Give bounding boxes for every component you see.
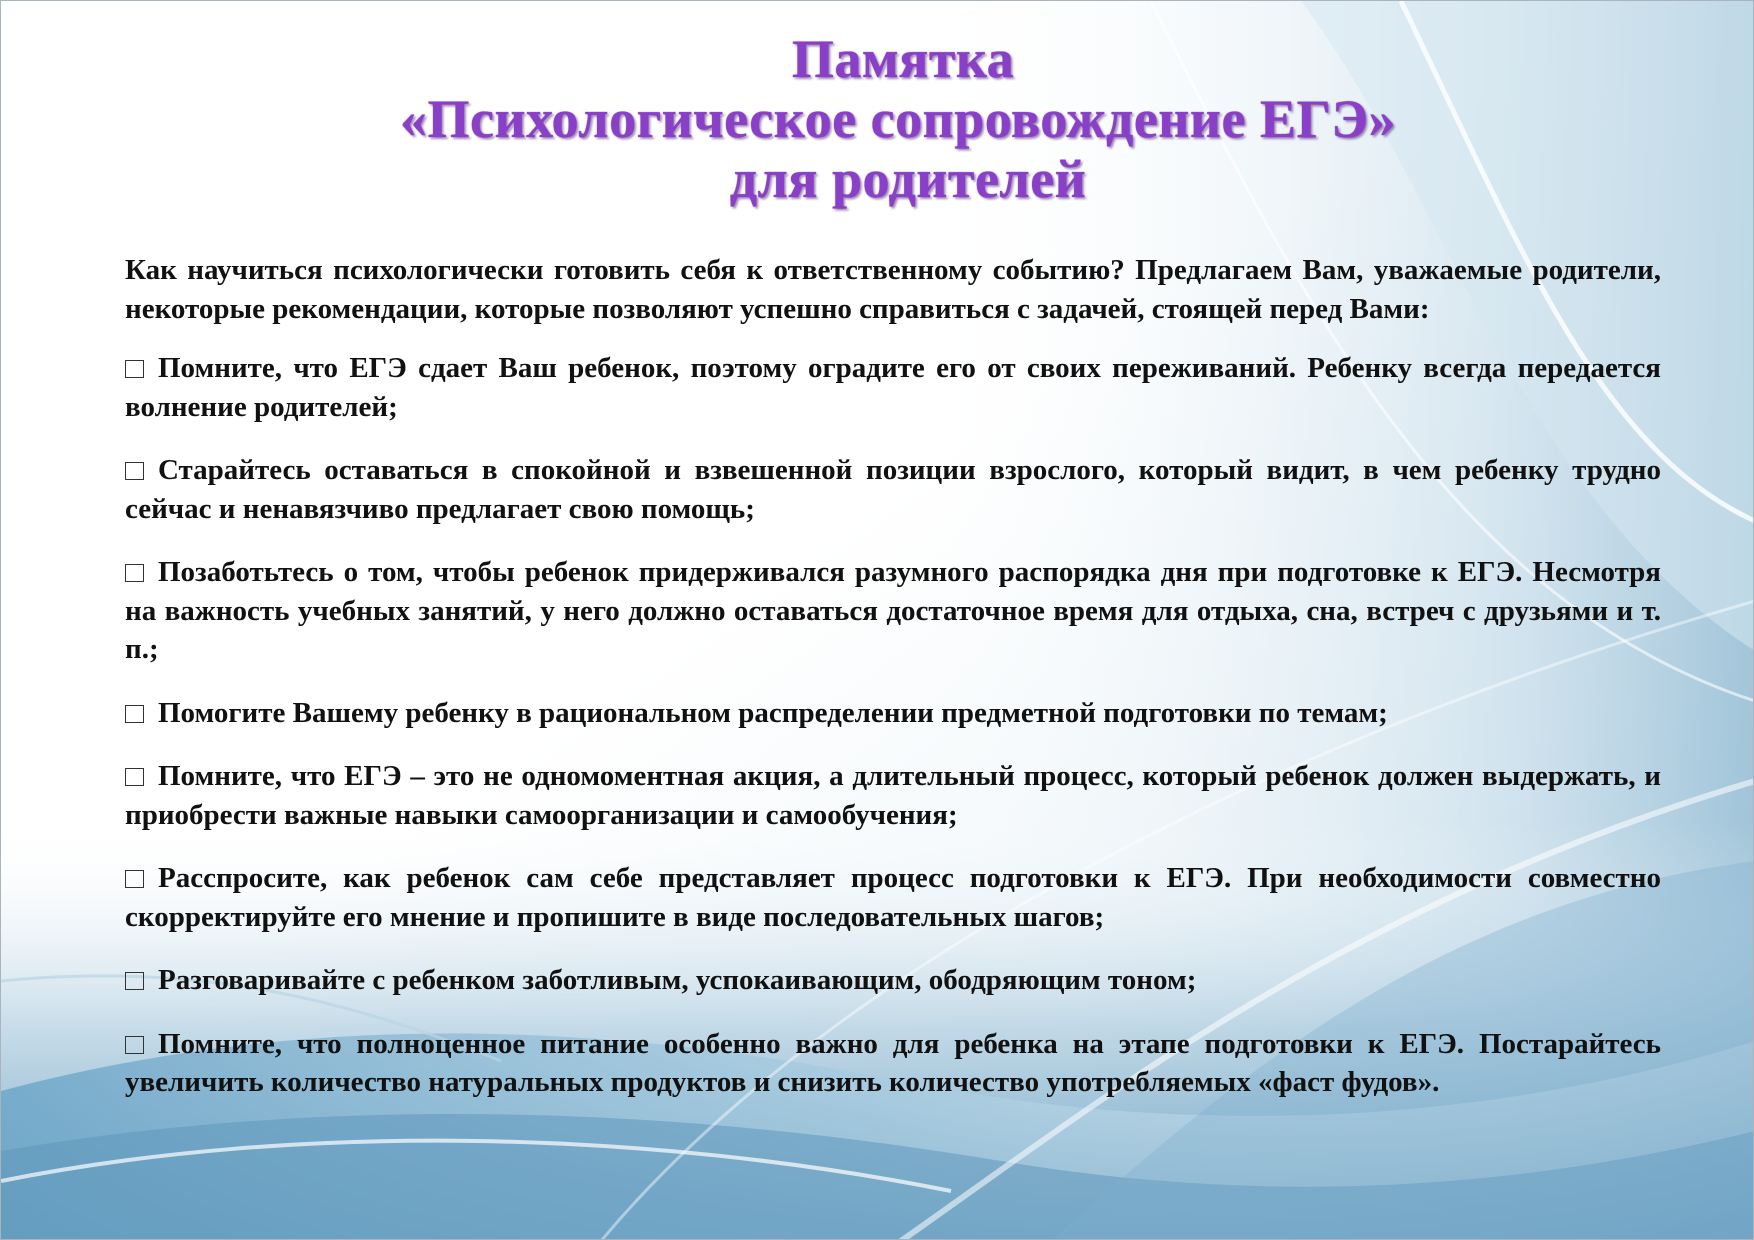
recommendation-text: Старайтесь оставаться в спокойной и взвешенной позиции взрослого, который видит, в чем ребенку трудно сейчас и ненавязчиво предлагает свою помощь; — [125, 454, 1661, 525]
title-line-1: Памятка — [791, 29, 1015, 89]
recommendation-text: Помните, что ЕГЭ – это не одномоментная акция, а длительный процесс, который ребенок должен выдержать, и приобрести важные навыки самоорганизации и самообучения; — [125, 760, 1661, 831]
recommendation-text: Расспросите, как ребенок сам себе представляет процесс подготовки к ЕГЭ. При необходимости совместно скорректируйте его мнение и пропишите в виде последовательных шагов; — [125, 862, 1661, 933]
empty-square-bullet-icon — [125, 768, 144, 786]
empty-square-bullet-icon — [125, 870, 144, 888]
empty-square-bullet-icon — [125, 705, 144, 723]
memo-title — [1, 29, 1754, 209]
recommendation-item — [125, 349, 1661, 426]
recommendation-item — [125, 451, 1661, 528]
recommendation-text: Позаботьтесь о том, чтобы ребенок придерживался разумного распорядка дня при подготовке к ЕГЭ. Несмотря на важность учебных занятий, у него должно оставаться достаточное время для отдыха, сна, встреч с друзьями и т. п.; — [125, 556, 1661, 665]
recommendation-text: Помните, что полноценное питание особенно важно для ребенка на этапе подготовки к ЕГЭ. Постарайтесь увеличить количество натуральных продуктов и снизить количество употребляемых «фаст фудов». — [125, 1027, 1661, 1098]
recommendation-item — [125, 757, 1661, 834]
title-line-2: «Психологическое сопровождение ЕГЭ» — [399, 89, 1396, 149]
title-line-3: для родителей — [729, 149, 1087, 209]
recommendation-text: Помогите Вашему ребенку в рациональном распределении предметной подготовки по темам; — [158, 696, 1388, 729]
recommendation-text: Разговаривайте с ребенком заботливым, успокаивающим, ободряющим тоном; — [158, 964, 1197, 996]
empty-square-bullet-icon — [125, 462, 144, 480]
recommendation-item — [125, 859, 1661, 936]
recommendation-item — [125, 694, 1661, 733]
memo-body — [125, 251, 1661, 1127]
empty-square-bullet-icon — [125, 1036, 144, 1054]
empty-square-bullet-icon — [125, 972, 144, 990]
recommendation-item — [125, 553, 1661, 669]
empty-square-bullet-icon — [125, 360, 144, 378]
recommendation-text: Помните, что ЕГЭ сдает Ваш ребенок, поэтому оградите его от своих переживаний. Ребенку всегда передается волнение родителей; — [125, 352, 1661, 423]
recommendation-item — [125, 1025, 1661, 1102]
recommendation-item — [125, 961, 1661, 1000]
empty-square-bullet-icon — [125, 564, 144, 582]
intro-paragraph: Как научиться психологически готовить себя к ответственному событию? Предлагаем Вам, уважаемые родители, некоторые рекомендации, которые позволяют успешно справиться с задачей, стоящей перед Вами: — [125, 254, 1661, 325]
